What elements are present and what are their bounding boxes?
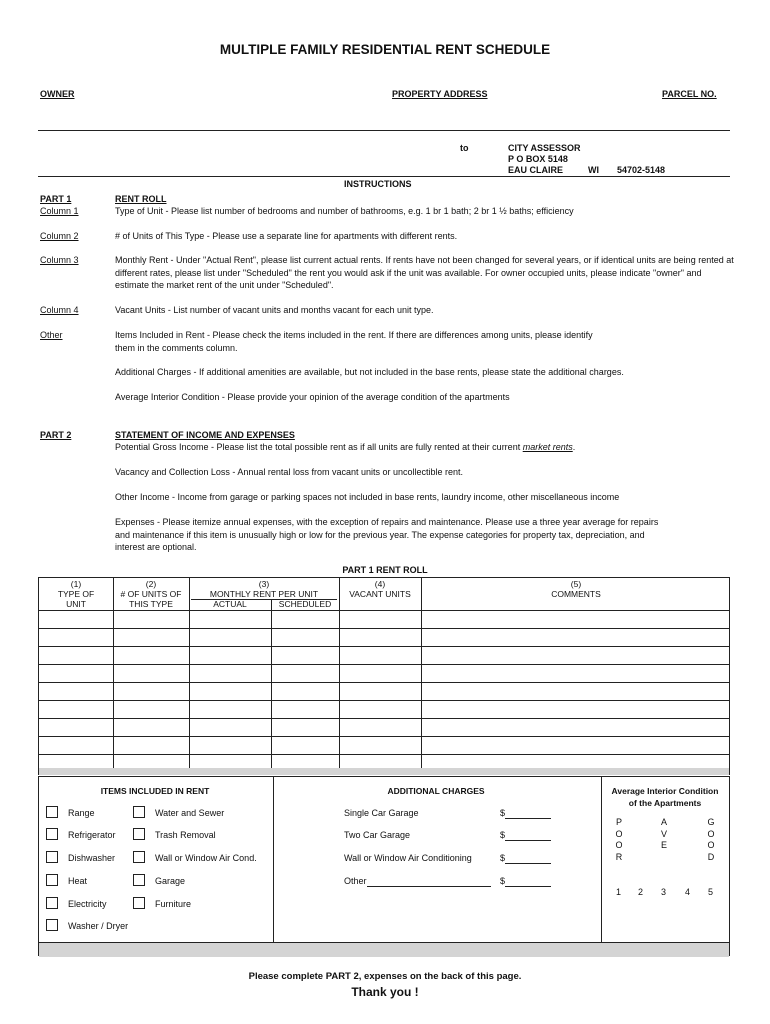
condition-scale-1[interactable]: 1 — [616, 887, 622, 897]
refrigerator-checkbox[interactable] — [46, 828, 58, 840]
mailing-state: WI — [588, 165, 599, 175]
condition-scale-5[interactable]: 5 — [708, 887, 714, 897]
electricity-checkbox[interactable] — [46, 897, 58, 909]
trash-removal-checkbox[interactable] — [133, 828, 145, 840]
mailing-zip: 54702-5148 — [617, 165, 666, 175]
condition-heading2: of the Apartments — [628, 798, 702, 808]
air-cond-label: Wall or Window Air Cond. — [155, 853, 257, 863]
instructions-heading: INSTRUCTIONS — [344, 179, 412, 189]
col5-header: (5) COMMENTS — [551, 579, 601, 599]
col2-header: (2) # OF UNITS OF THIS TYPE — [120, 579, 182, 609]
header-divider — [38, 130, 730, 131]
charge-air-cond-label: Wall or Window Air Conditioning — [344, 853, 472, 863]
other-income-text: Other Income - Income from garage or parking spaces not included in base rents, laundry income, other miscellaneous income — [115, 492, 620, 502]
charge-single-garage-field[interactable]: $ — [500, 807, 551, 819]
dishwasher-label: Dishwasher — [68, 853, 116, 863]
condition-scale-4[interactable]: 4 — [685, 887, 691, 897]
footer-instruction: Please complete PART 2, expenses on the back of this page. — [248, 971, 522, 982]
charge-two-garage-label: Two Car Garage — [344, 830, 411, 840]
items-heading: ITEMS INCLUDED IN RENT — [100, 786, 210, 796]
water-sewer-checkbox[interactable] — [133, 806, 145, 818]
col1-header: (1) TYPE OF UNIT — [57, 579, 95, 609]
charge-other-label: Other — [344, 875, 491, 887]
range-label: Range — [68, 808, 95, 818]
charge-single-garage-label: Single Car Garage — [344, 808, 419, 818]
heat-label: Heat — [68, 876, 88, 886]
heat-checkbox[interactable] — [46, 874, 58, 886]
instructions-divider — [38, 176, 730, 177]
electricity-label: Electricity — [68, 899, 107, 909]
col3-actual-header: ACTUAL — [213, 599, 247, 609]
charges-heading: ADDITIONAL CHARGES — [387, 786, 485, 796]
charge-other-field[interactable]: $ — [500, 875, 551, 887]
col1-label: Column 1 — [40, 206, 79, 216]
rent-roll-title: PART 1 RENT ROLL — [342, 565, 428, 575]
condition-text: Average Interior Condition - Please provide your opinion of the average condition of the apartments — [115, 392, 510, 402]
col4-text: Vacant Units - List number of vacant units and months vacant for each unit type. — [115, 305, 434, 315]
condition-scale-3[interactable]: 3 — [661, 887, 667, 897]
other-label: Other — [40, 330, 63, 340]
property-address-label: PROPERTY ADDRESS — [392, 89, 488, 99]
to-label: to — [460, 143, 469, 153]
rent-roll-table — [38, 577, 730, 775]
condition-heading1: Average Interior Condition — [611, 786, 719, 796]
mailing-line3: EAU CLAIRE — [508, 165, 564, 175]
col4-label: Column 4 — [40, 305, 79, 315]
part2-heading: STATEMENT OF INCOME AND EXPENSES — [115, 430, 295, 440]
mailing-line1: CITY ASSESSOR — [508, 143, 581, 153]
col3-header: (3) MONTHLY RENT PER UNIT — [209, 579, 319, 599]
part2-label: PART 2 — [40, 430, 72, 440]
parcel-no-label: PARCEL NO. — [662, 89, 717, 99]
condition-poor: P O O R — [615, 817, 623, 862]
garage-label: Garage — [155, 876, 186, 886]
washer-dryer-checkbox[interactable] — [46, 919, 58, 931]
charge-two-garage-field[interactable]: $ — [500, 829, 551, 841]
other-text: Items Included in Rent - Please check the items included in the rent. If there are differences among units, please identify them in the comments column. — [115, 330, 593, 353]
part1-heading: RENT ROLL — [115, 194, 167, 204]
garage-checkbox[interactable] — [133, 874, 145, 886]
col2-text: # of Units of This Type - Please use a separate line for apartments with different rents. — [115, 231, 458, 241]
condition-scale-2[interactable]: 2 — [638, 887, 644, 897]
charge-air-cond-field[interactable]: $ — [500, 852, 551, 864]
market-rents-term: market rents — [522, 442, 573, 452]
col4-header: (4) VACANT UNITS — [349, 579, 411, 599]
part1-label: PART 1 — [40, 194, 72, 204]
vacancy-text: Vacancy and Collection Loss - Annual rental loss from vacant units or uncollectible rent. — [115, 467, 464, 477]
mailing-line2: P O BOX 5148 — [508, 154, 568, 164]
page-title: MULTIPLE FAMILY RESIDENTIAL RENT SCHEDULE — [219, 42, 551, 57]
trash-removal-label: Trash Removal — [155, 830, 216, 840]
expenses-text: Expenses - Please itemize annual expenses, with the exception of repairs and maintenance. Please use a three year average for repairs and maintenance if this item is unusually high or low for the previous year. The expense categories for property tax, depreciation, and interest are optional. — [115, 517, 659, 552]
range-checkbox[interactable] — [46, 806, 58, 818]
condition-average: A V E — [660, 817, 667, 850]
charge-other-description-field[interactable] — [367, 877, 491, 887]
water-sewer-label: Water and Sewer — [155, 808, 225, 818]
col3-label: Column 3 — [40, 255, 79, 265]
owner-label: OWNER — [40, 89, 75, 99]
dishwasher-checkbox[interactable] — [46, 851, 58, 863]
col3-text: Monthly Rent - Under "Actual Rent", please list current actual rents. If rents have not been changed for several years, or if identical units are being rented at different rates, please list under "Scheduled" the rent you would ask if the unit was available. For owner occupied units, please indicate "owner" and estimate the market rent of the unit under "Scheduled". — [115, 255, 734, 290]
gross-income-text: Potential Gross Income - Please list the total possible rent as if all units are fully rented at their current market rents. — [115, 442, 576, 452]
furniture-checkbox[interactable] — [133, 897, 145, 909]
condition-good: G O O D — [707, 817, 715, 862]
air-cond-checkbox[interactable] — [133, 851, 145, 863]
furniture-label: Furniture — [155, 899, 192, 909]
col3-scheduled-header: SCHEDULED — [278, 599, 332, 609]
col2-label: Column 2 — [40, 231, 79, 241]
additional-charges-text: Additional Charges - If additional amenities are available, but not included in the base rents, please state the additional charges. — [115, 367, 624, 377]
col1-text: Type of Unit - Please list number of bedrooms and number of bathrooms, e.g. 1 br 1 bath; 2 br 1 ½ baths; efficiency — [115, 206, 574, 216]
refrigerator-label: Refrigerator — [68, 830, 116, 840]
footer-thanks: Thank you ! — [351, 985, 419, 999]
washer-dryer-label: Washer / Dryer — [68, 921, 129, 931]
